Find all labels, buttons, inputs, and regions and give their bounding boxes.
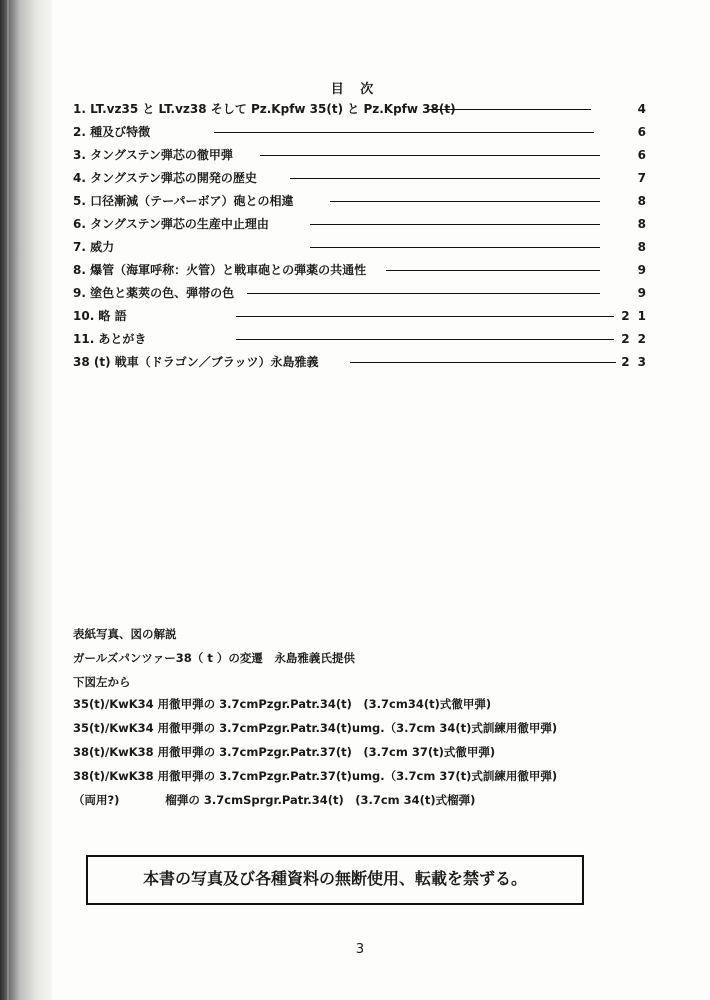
toc-entry bbox=[0, 145, 710, 165]
toc-entry-label: 9. 塗色と薬莢の色、弾帯の色 bbox=[73, 286, 235, 300]
toc-entry bbox=[0, 99, 710, 119]
toc-entry bbox=[0, 191, 710, 211]
toc-entry-page: 6 bbox=[637, 125, 654, 139]
toc-leader-line bbox=[350, 362, 616, 363]
toc-entry-label: 11. あとがき bbox=[73, 332, 147, 346]
toc-entry-page: 8 bbox=[637, 194, 654, 208]
toc-leader-line bbox=[247, 293, 600, 294]
toc-entry-label: 4. タングステン弾芯の開発の歴史 bbox=[73, 171, 257, 185]
toc-leader-line bbox=[260, 155, 600, 156]
toc-entry-label: 5. 口径漸減（テーパーボア）砲との相違 bbox=[73, 194, 294, 208]
toc-entry bbox=[0, 260, 710, 280]
toc-entry bbox=[0, 283, 710, 303]
toc-entry-page: 4 bbox=[637, 102, 654, 116]
toc-entry bbox=[0, 352, 710, 372]
ammo-item: 38(t)/KwK38 用徹甲弾の 3.7cmPzgr.Patr.37(t)umg.（3.7cm 37(t)式訓練用徹甲弾) bbox=[73, 769, 558, 783]
toc-entry-label: 38 (t) 戦車（ドラゴン／ブラッツ）永島雅義 bbox=[73, 355, 319, 369]
toc-entry-label: 8. 爆管（海軍呼称：火管）と戦車砲との弾薬の共通性 bbox=[73, 263, 367, 277]
cover-notes-line: 下図左から bbox=[73, 675, 131, 689]
toc-leader-line bbox=[290, 178, 600, 179]
toc-entry-label: 7. 威力 bbox=[73, 240, 115, 254]
toc-leader-line bbox=[214, 132, 594, 133]
toc-entry bbox=[0, 214, 710, 234]
toc-leader-line bbox=[310, 224, 600, 225]
toc-leader-line bbox=[236, 316, 614, 317]
toc-entry bbox=[0, 306, 710, 326]
toc-entry-label: 3. タングステン弾芯の徹甲弾 bbox=[73, 148, 233, 162]
toc-entry-label: 6. タングステン弾芯の生産中止理由 bbox=[73, 217, 269, 231]
ammo-item: 35(t)/KwK34 用徹甲弾の 3.7cmPzgr.Patr.34(t)umg.（3.7cm 34(t)式訓練用徹甲弾) bbox=[73, 721, 558, 735]
toc-entry-page: 22 bbox=[621, 332, 654, 346]
toc-entry-page: 8 bbox=[637, 240, 654, 254]
toc-entry-page: 9 bbox=[637, 263, 654, 277]
page-number: 3 bbox=[355, 942, 365, 957]
toc-entry-label: 10. 略 語 bbox=[73, 309, 127, 323]
toc-leader-line bbox=[330, 201, 600, 202]
cover-notes-line: ガールズパンツァー38（ t ）の変遷 永島雅義氏提供 bbox=[73, 651, 355, 665]
toc-leader-line bbox=[428, 109, 591, 110]
ammo-item: （両用?) 榴弾の 3.7cmSprgr.Patr.34(t) (3.7cm 34(t)式榴弾) bbox=[73, 793, 476, 807]
toc-leader-line bbox=[236, 339, 614, 340]
cover-notes-heading: 表紙写真、図の解説 bbox=[73, 627, 177, 641]
copyright-notice-text: 本書の写真及び各種資料の無断使用、転載を禁ずる。 bbox=[142, 869, 527, 888]
toc-entry-label: 1. LT.vz35 と LT.vz38 そして Pz.Kpfw 35(t) と Pz.Kpfw 38(t) bbox=[73, 102, 456, 116]
toc-entry bbox=[0, 329, 710, 349]
toc-leader-line bbox=[310, 247, 600, 248]
toc-entry-label: 2. 種及び特徴 bbox=[73, 125, 151, 139]
toc-entry-page: 23 bbox=[621, 355, 654, 369]
ammo-item: 35(t)/KwK34 用徹甲弾の 3.7cmPzgr.Patr.34(t) (3.7cm34(t)式徹甲弾) bbox=[73, 697, 492, 711]
toc-entry-page: 9 bbox=[637, 286, 654, 300]
toc-entry bbox=[0, 122, 710, 142]
toc-leader-line bbox=[386, 270, 600, 271]
toc-title: 目 次 bbox=[330, 82, 380, 97]
toc-entry bbox=[0, 168, 710, 188]
toc-entry-page: 8 bbox=[637, 217, 654, 231]
toc-entry-page: 6 bbox=[637, 148, 654, 162]
toc-entry-page: 7 bbox=[637, 171, 654, 185]
ammo-item: 38(t)/KwK38 用徹甲弾の 3.7cmPzgr.Patr.37(t) (3.7cm 37(t)式徹甲弾) bbox=[73, 745, 496, 759]
toc-entry-page: 21 bbox=[621, 309, 654, 323]
copyright-notice-box bbox=[86, 855, 584, 905]
toc-entry bbox=[0, 237, 710, 257]
